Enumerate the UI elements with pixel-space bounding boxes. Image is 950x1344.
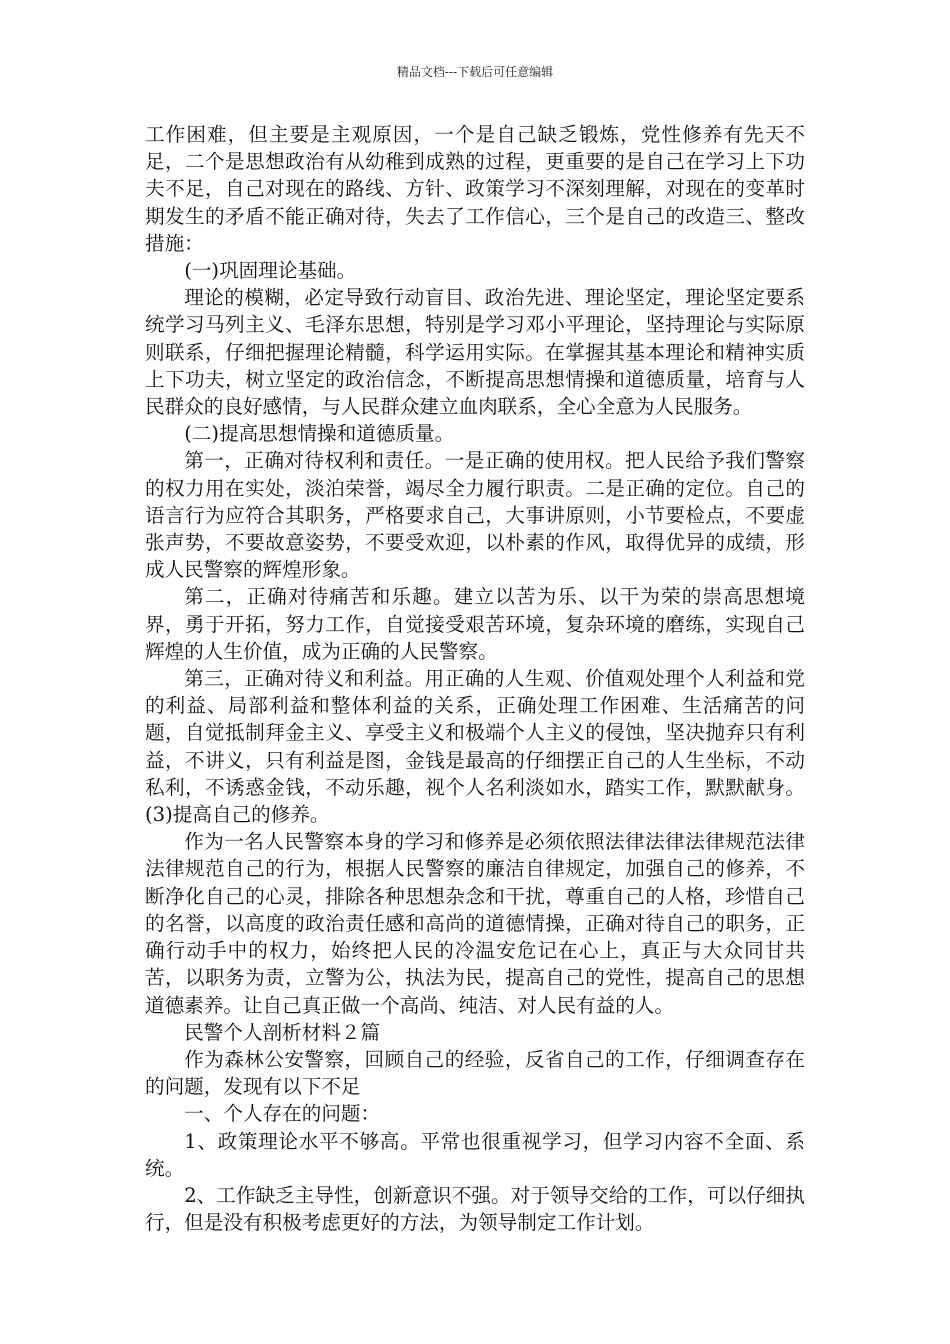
paragraph-second-pain-joy: 第二，正确对待痛苦和乐趣。建立以苦为乐、以干为荣的崇高思想境界，勇于开拓，努力工作，自觉接受艰苦环境，复杂环境的磨练，实现自己辉煌的人生价值，成为正确的人民警察。 [145,585,805,663]
section-heading-moral-quality: (二)提高思想情操和道德质量。 [184,422,455,446]
section-heading-theory-foundation: (一)巩固理论基础。 [184,259,357,283]
paragraph-intro-forest-police: 作为森林公安警察，回顾自己的经验，反省自己的工作，仔细调查存在的问题，发现有以下不足 [145,1047,805,1099]
list-item-policy-theory: 1、政策理论水平不够高。平常也很重视学习，但学习内容不全面、系统。 [145,1129,805,1180]
paragraph-work-difficulties: 工作困难，但主要是主观原因，一个是自己缺乏锻炼，党性修养有先天不足，二个是思想政治有从幼稚到成熟的过程，更重要的是自己在学习上下功夫不足，自己对现在的路线、方针、政策学习不深刻理解，对现在的变革时期发生的矛盾不能正确对待，失去了工作信心，三个是自己的改造三、整改措施： [145,123,805,255]
paragraph-self-cultivation: 作为一名人民警察本身的学习和修养是必须依照法律法律法律规范法律法律规范自己的行为，根据人民警察的廉洁自律规定，加强自己的修养，不断净化自己的心灵，排除各种思想杂念和干扰，尊重自己的人格，珍惜自己的名誉，以高度的政治责任感和高尚的道德情操，正确对待自己的职务，正确行动手中的权力，始终把人民的冷温安危记在心上，真正与大众同甘共苦，以职务为责，立警为公，执法为民，提高自己的党性，提高自己的思想道德素养。让自己真正做一个高尚、纯洁、对人民有益的人。 [145,830,805,1017]
paragraph-first-rights-responsibilities: 第一，正确对待权利和责任。一是正确的使用权。把人民给予我们警察的权力用在实处，淡泊荣誉，竭尽全力履行职责。二是正确的定位。自己的语言行为应符合其职务，严格要求自己，大事讲原则，小节要检点，不要虚张声势，不要故意姿势，不要受欢迎，以朴素的作风，取得优异的成绩，形成人民警察的辉煌形象。 [145,449,805,582]
paragraph-theory: 理论的模糊，必定导致行动盲目、政治先进、理论坚定，理论坚定要系统学习马列主义、毛泽东思想，特别是学习邓小平理论，坚持理论与实际原则联系，仔细把握理论精髓，科学运用实际。在掌握其基本理论和精神实质上下功夫，树立坚定的政治信念，不断提高思想情操和道德质量，培育与人民群众的良好感情，与人民群众建立血肉联系，全心全意为人民服务。 [145,286,805,419]
page-header: 精品文档---下载后可任意编辑 [396,65,554,79]
paragraph-third-righteousness-interest: 第三，正确对待义和利益。用正确的人生观、价值观处理个人利益和党的利益、局部利益和整体利益的关系，正确处理工作困难、生活痛苦的问题，自觉抵制拜金主义、享受主义和极端个人主义的侵蚀，坚决抛弃只有利益，不讲义，只有利益是图，金钱是最高的仔细摆正自己的人生坐标，不动私利，不诱惑金钱，不动乐趣，视个人名利淡如水，踏实工作，默默献身。(3)提高自己的修养。 [145,667,805,827]
list-item-initiative: 2、工作缺乏主导性，创新意识不强。对于领导交给的工作，可以仔细执行，但是没有积极考虑更好的方法，为领导制定工作计划。 [145,1183,805,1235]
section-heading-personal-problems: 一、个人存在的问题： [184,1102,381,1126]
document-body [145,121,805,1236]
document-subtitle: 民警个人剖析材料２篇 [184,1020,381,1044]
